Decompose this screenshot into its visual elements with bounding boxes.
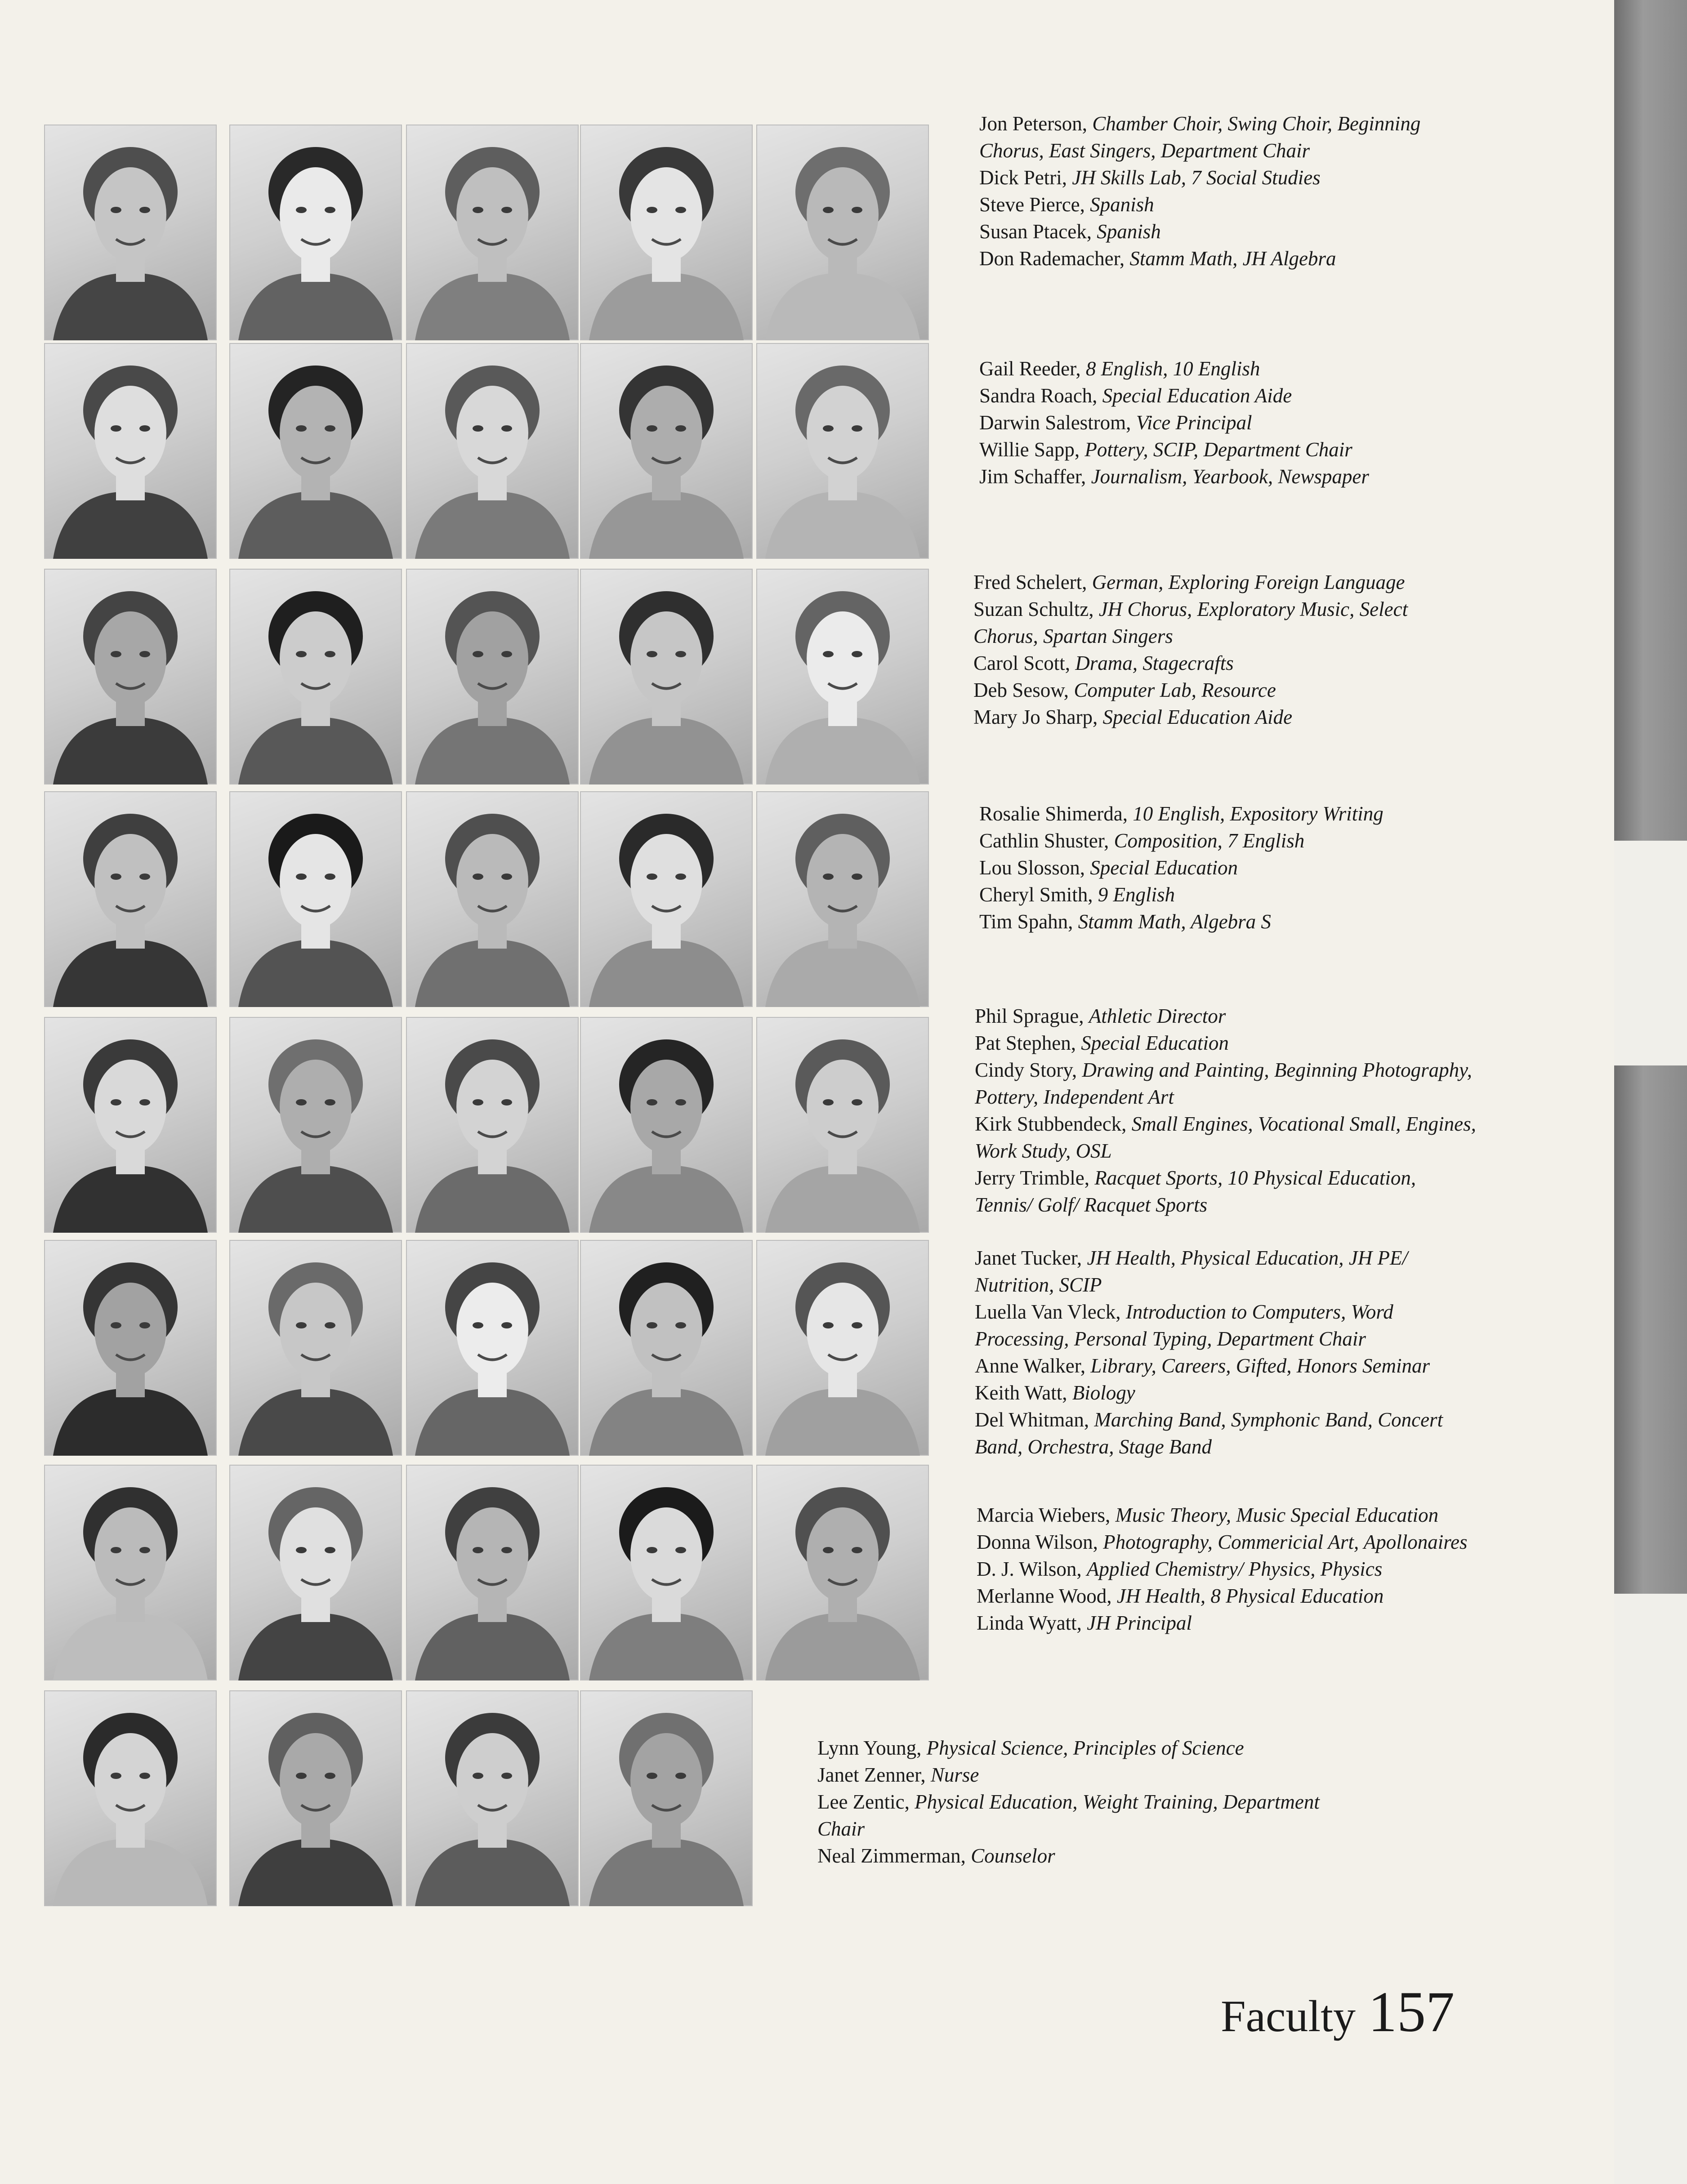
faculty-entry — [975, 1379, 1478, 1406]
faculty-portrait — [406, 1017, 579, 1233]
faculty-entry — [979, 164, 1483, 191]
section-label: Faculty — [1221, 1991, 1356, 2041]
faculty-name: Dick Petri, — [979, 166, 1067, 189]
caption-block — [973, 569, 1477, 731]
faculty-role: Special Education — [1081, 1032, 1229, 1054]
faculty-role: Small Engines, Vocational Small, Engines, Work Study, OSL — [975, 1113, 1476, 1162]
faculty-entry — [975, 1030, 1478, 1056]
faculty-portrait — [44, 1017, 217, 1233]
faculty-name: Suzan Schultz, — [973, 598, 1094, 620]
faculty-portrait — [580, 1465, 753, 1680]
caption-block — [979, 800, 1483, 935]
faculty-name: Lou Slosson, — [979, 856, 1085, 879]
page-edge-tab — [1614, 1594, 1687, 2184]
faculty-name: Janet Tucker, — [975, 1247, 1082, 1269]
faculty-name: Keith Watt, — [975, 1382, 1067, 1404]
faculty-role: 8 English, 10 English — [1085, 357, 1260, 380]
faculty-name: Cheryl Smith, — [979, 883, 1093, 906]
faculty-role: Stamm Math, JH Algebra — [1129, 247, 1336, 270]
faculty-name: Tim Spahn, — [979, 910, 1073, 933]
faculty-entry — [977, 1582, 1480, 1609]
faculty-role: Marching Band, Symphonic Band, Concert Band, Orchestra, Stage Band — [975, 1408, 1443, 1458]
faculty-entry — [979, 245, 1483, 272]
faculty-name: Darwin Salestrom, — [979, 411, 1131, 434]
faculty-portrait — [580, 569, 753, 784]
caption-block — [979, 110, 1483, 272]
faculty-portrait — [580, 1240, 753, 1456]
faculty-entry — [973, 596, 1477, 650]
faculty-role: Stamm Math, Algebra S — [1078, 910, 1271, 933]
faculty-portrait — [44, 125, 217, 340]
faculty-name: Anne Walker, — [975, 1355, 1086, 1377]
faculty-role: JH Health, 8 Physical Education — [1116, 1585, 1384, 1607]
faculty-role: Music Theory, Music Special Education — [1115, 1504, 1439, 1526]
faculty-name: Mary Jo Sharp, — [973, 706, 1098, 728]
faculty-portrait — [44, 1465, 217, 1680]
faculty-entry — [979, 800, 1483, 827]
faculty-name: Deb Sesow, — [973, 679, 1069, 701]
faculty-portrait — [406, 1465, 579, 1680]
faculty-name: Donna Wilson, — [977, 1531, 1098, 1553]
faculty-entry — [973, 704, 1477, 731]
faculty-portrait — [44, 569, 217, 784]
faculty-name: Luella Van Vleck, — [975, 1301, 1121, 1323]
faculty-name: Don Rademacher, — [979, 247, 1125, 270]
faculty-role: Athletic Director — [1089, 1005, 1226, 1027]
faculty-name: Del Whitman, — [975, 1408, 1089, 1431]
faculty-role: Spanish — [1097, 220, 1161, 243]
faculty-entry — [977, 1609, 1480, 1636]
faculty-name: Jim Schaffer, — [979, 465, 1086, 488]
faculty-entry — [979, 436, 1483, 463]
faculty-portrait — [406, 791, 579, 1007]
faculty-entry — [979, 463, 1483, 490]
faculty-name: Gail Reeder, — [979, 357, 1081, 380]
faculty-portrait — [756, 1240, 929, 1456]
faculty-name: Kirk Stubbendeck, — [975, 1113, 1127, 1135]
faculty-portrait — [229, 343, 402, 559]
faculty-name: Pat Stephen, — [975, 1032, 1076, 1054]
faculty-name: Linda Wyatt, — [977, 1612, 1082, 1634]
faculty-portrait — [229, 125, 402, 340]
faculty-entry — [973, 569, 1477, 596]
faculty-name: Cathlin Shuster, — [979, 829, 1109, 852]
page-number: 157 — [1368, 1980, 1455, 2044]
faculty-name: Marcia Wiebers, — [977, 1504, 1111, 1526]
page-edge-tab — [1614, 841, 1687, 1065]
faculty-portrait — [756, 343, 929, 559]
faculty-portrait — [406, 1240, 579, 1456]
faculty-portrait — [580, 343, 753, 559]
faculty-role: Counselor — [971, 1845, 1055, 1867]
faculty-entry — [975, 1244, 1478, 1298]
caption-block — [979, 355, 1483, 490]
faculty-portrait — [44, 1690, 217, 1906]
faculty-role: Pottery, SCIP, Department Chair — [1084, 438, 1352, 461]
faculty-name: Phil Sprague, — [975, 1005, 1084, 1027]
faculty-entry — [979, 382, 1483, 409]
faculty-name: Merlanne Wood, — [977, 1585, 1112, 1607]
faculty-role: Biology — [1072, 1382, 1135, 1404]
faculty-name: Rosalie Shimerda, — [979, 802, 1128, 825]
faculty-name: Steve Pierce, — [979, 193, 1085, 216]
faculty-portrait — [229, 1690, 402, 1906]
faculty-role: German, Exploring Foreign Language — [1092, 571, 1405, 593]
faculty-role: Spanish — [1090, 193, 1154, 216]
faculty-name: Janet Zenner, — [817, 1764, 926, 1786]
faculty-entry — [817, 1788, 1321, 1842]
faculty-entry — [975, 1164, 1478, 1218]
faculty-role: Nurse — [930, 1764, 979, 1786]
faculty-entry — [975, 1003, 1478, 1030]
caption-block — [975, 1244, 1478, 1460]
faculty-role: Library, Careers, Gifted, Honors Seminar — [1090, 1355, 1430, 1377]
faculty-portrait — [756, 569, 929, 784]
faculty-role: Physical Education, Weight Training, Department Chair — [817, 1791, 1320, 1840]
faculty-name: Neal Zimmerman, — [817, 1845, 966, 1867]
faculty-role: Applied Chemistry/ Physics, Physics — [1086, 1558, 1383, 1580]
faculty-role: JH Skills Lab, 7 Social Studies — [1072, 166, 1321, 189]
faculty-role: Computer Lab, Resource — [1074, 679, 1276, 701]
faculty-name: Fred Schelert, — [973, 571, 1087, 593]
faculty-role: Special Education — [1090, 856, 1238, 879]
faculty-portrait — [406, 1690, 579, 1906]
faculty-name: Jon Peterson, — [979, 112, 1087, 135]
faculty-entry — [977, 1556, 1480, 1582]
faculty-entry — [975, 1352, 1478, 1379]
faculty-role: Vice Principal — [1136, 411, 1252, 434]
faculty-entry — [979, 854, 1483, 881]
faculty-name: Jerry Trimble, — [975, 1167, 1090, 1189]
faculty-entry — [979, 881, 1483, 908]
faculty-portrait — [756, 125, 929, 340]
faculty-entry — [975, 1406, 1478, 1460]
faculty-entry — [817, 1734, 1321, 1761]
faculty-entry — [979, 191, 1483, 218]
faculty-role: JH Principal — [1087, 1612, 1192, 1634]
faculty-name: Willie Sapp, — [979, 438, 1080, 461]
faculty-entry — [979, 110, 1483, 164]
faculty-portrait — [406, 125, 579, 340]
faculty-role: JH Chorus, Exploratory Music, Select Chorus, Spartan Singers — [973, 598, 1408, 647]
page-footer — [1221, 1980, 1455, 2046]
faculty-portrait — [580, 1690, 753, 1906]
faculty-entry — [979, 409, 1483, 436]
faculty-name: Cindy Story, — [975, 1059, 1077, 1081]
faculty-entry — [973, 650, 1477, 677]
faculty-portrait — [229, 1465, 402, 1680]
faculty-portrait — [229, 1017, 402, 1233]
faculty-portrait — [756, 1017, 929, 1233]
faculty-entry — [979, 827, 1483, 854]
faculty-role: Special Education Aide — [1102, 706, 1293, 728]
faculty-name: Lee Zentic, — [817, 1791, 910, 1813]
faculty-role: Journalism, Yearbook, Newspaper — [1091, 465, 1369, 488]
faculty-portrait — [44, 343, 217, 559]
faculty-portrait — [406, 343, 579, 559]
faculty-name: D. J. Wilson, — [977, 1558, 1082, 1580]
faculty-name: Carol Scott, — [973, 652, 1070, 674]
faculty-role: Physical Science, Principles of Science — [926, 1737, 1244, 1759]
faculty-entry — [973, 677, 1477, 704]
faculty-entry — [977, 1502, 1480, 1529]
faculty-entry — [977, 1529, 1480, 1556]
faculty-role: Photography, Commericial Art, Apollonaires — [1103, 1531, 1468, 1553]
faculty-name: Sandra Roach, — [979, 384, 1098, 407]
faculty-portrait — [44, 791, 217, 1007]
faculty-entry — [979, 908, 1483, 935]
faculty-role: 10 English, Expository Writing — [1133, 802, 1384, 825]
faculty-role: Composition, 7 English — [1114, 829, 1305, 852]
faculty-portrait — [580, 1017, 753, 1233]
faculty-entry — [979, 218, 1483, 245]
faculty-portrait — [229, 569, 402, 784]
caption-block — [975, 1003, 1478, 1218]
faculty-role: Drama, Stagecrafts — [1075, 652, 1234, 674]
faculty-entry — [817, 1761, 1321, 1788]
faculty-entry — [975, 1056, 1478, 1110]
faculty-portrait — [756, 1465, 929, 1680]
faculty-entry — [817, 1842, 1321, 1869]
faculty-role: Drawing and Painting, Beginning Photography, Pottery, Independent Art — [975, 1059, 1472, 1108]
faculty-portrait — [44, 1240, 217, 1456]
faculty-role: JH Health, Physical Education, JH PE/ Nutrition, SCIP — [975, 1247, 1408, 1296]
faculty-name: Susan Ptacek, — [979, 220, 1092, 243]
faculty-role: Special Education Aide — [1102, 384, 1292, 407]
faculty-name: Lynn Young, — [817, 1737, 922, 1759]
faculty-role: Racquet Sports, 10 Physical Education, Tennis/ Golf/ Racquet Sports — [975, 1167, 1416, 1216]
faculty-portrait — [580, 125, 753, 340]
faculty-entry — [979, 355, 1483, 382]
faculty-portrait — [756, 791, 929, 1007]
caption-block — [977, 1502, 1480, 1636]
faculty-portrait — [229, 1240, 402, 1456]
faculty-role: Introduction to Computers, Word Processing, Personal Typing, Department Chair — [975, 1301, 1393, 1350]
faculty-portrait — [580, 791, 753, 1007]
faculty-portrait — [406, 569, 579, 784]
caption-block — [817, 1734, 1321, 1869]
faculty-entry — [975, 1110, 1478, 1164]
faculty-portrait — [229, 791, 402, 1007]
faculty-role: 9 English — [1098, 883, 1175, 906]
faculty-entry — [975, 1298, 1478, 1352]
faculty-role: Chamber Choir, Swing Choir, Beginning Chorus, East Singers, Department Chair — [979, 112, 1421, 162]
